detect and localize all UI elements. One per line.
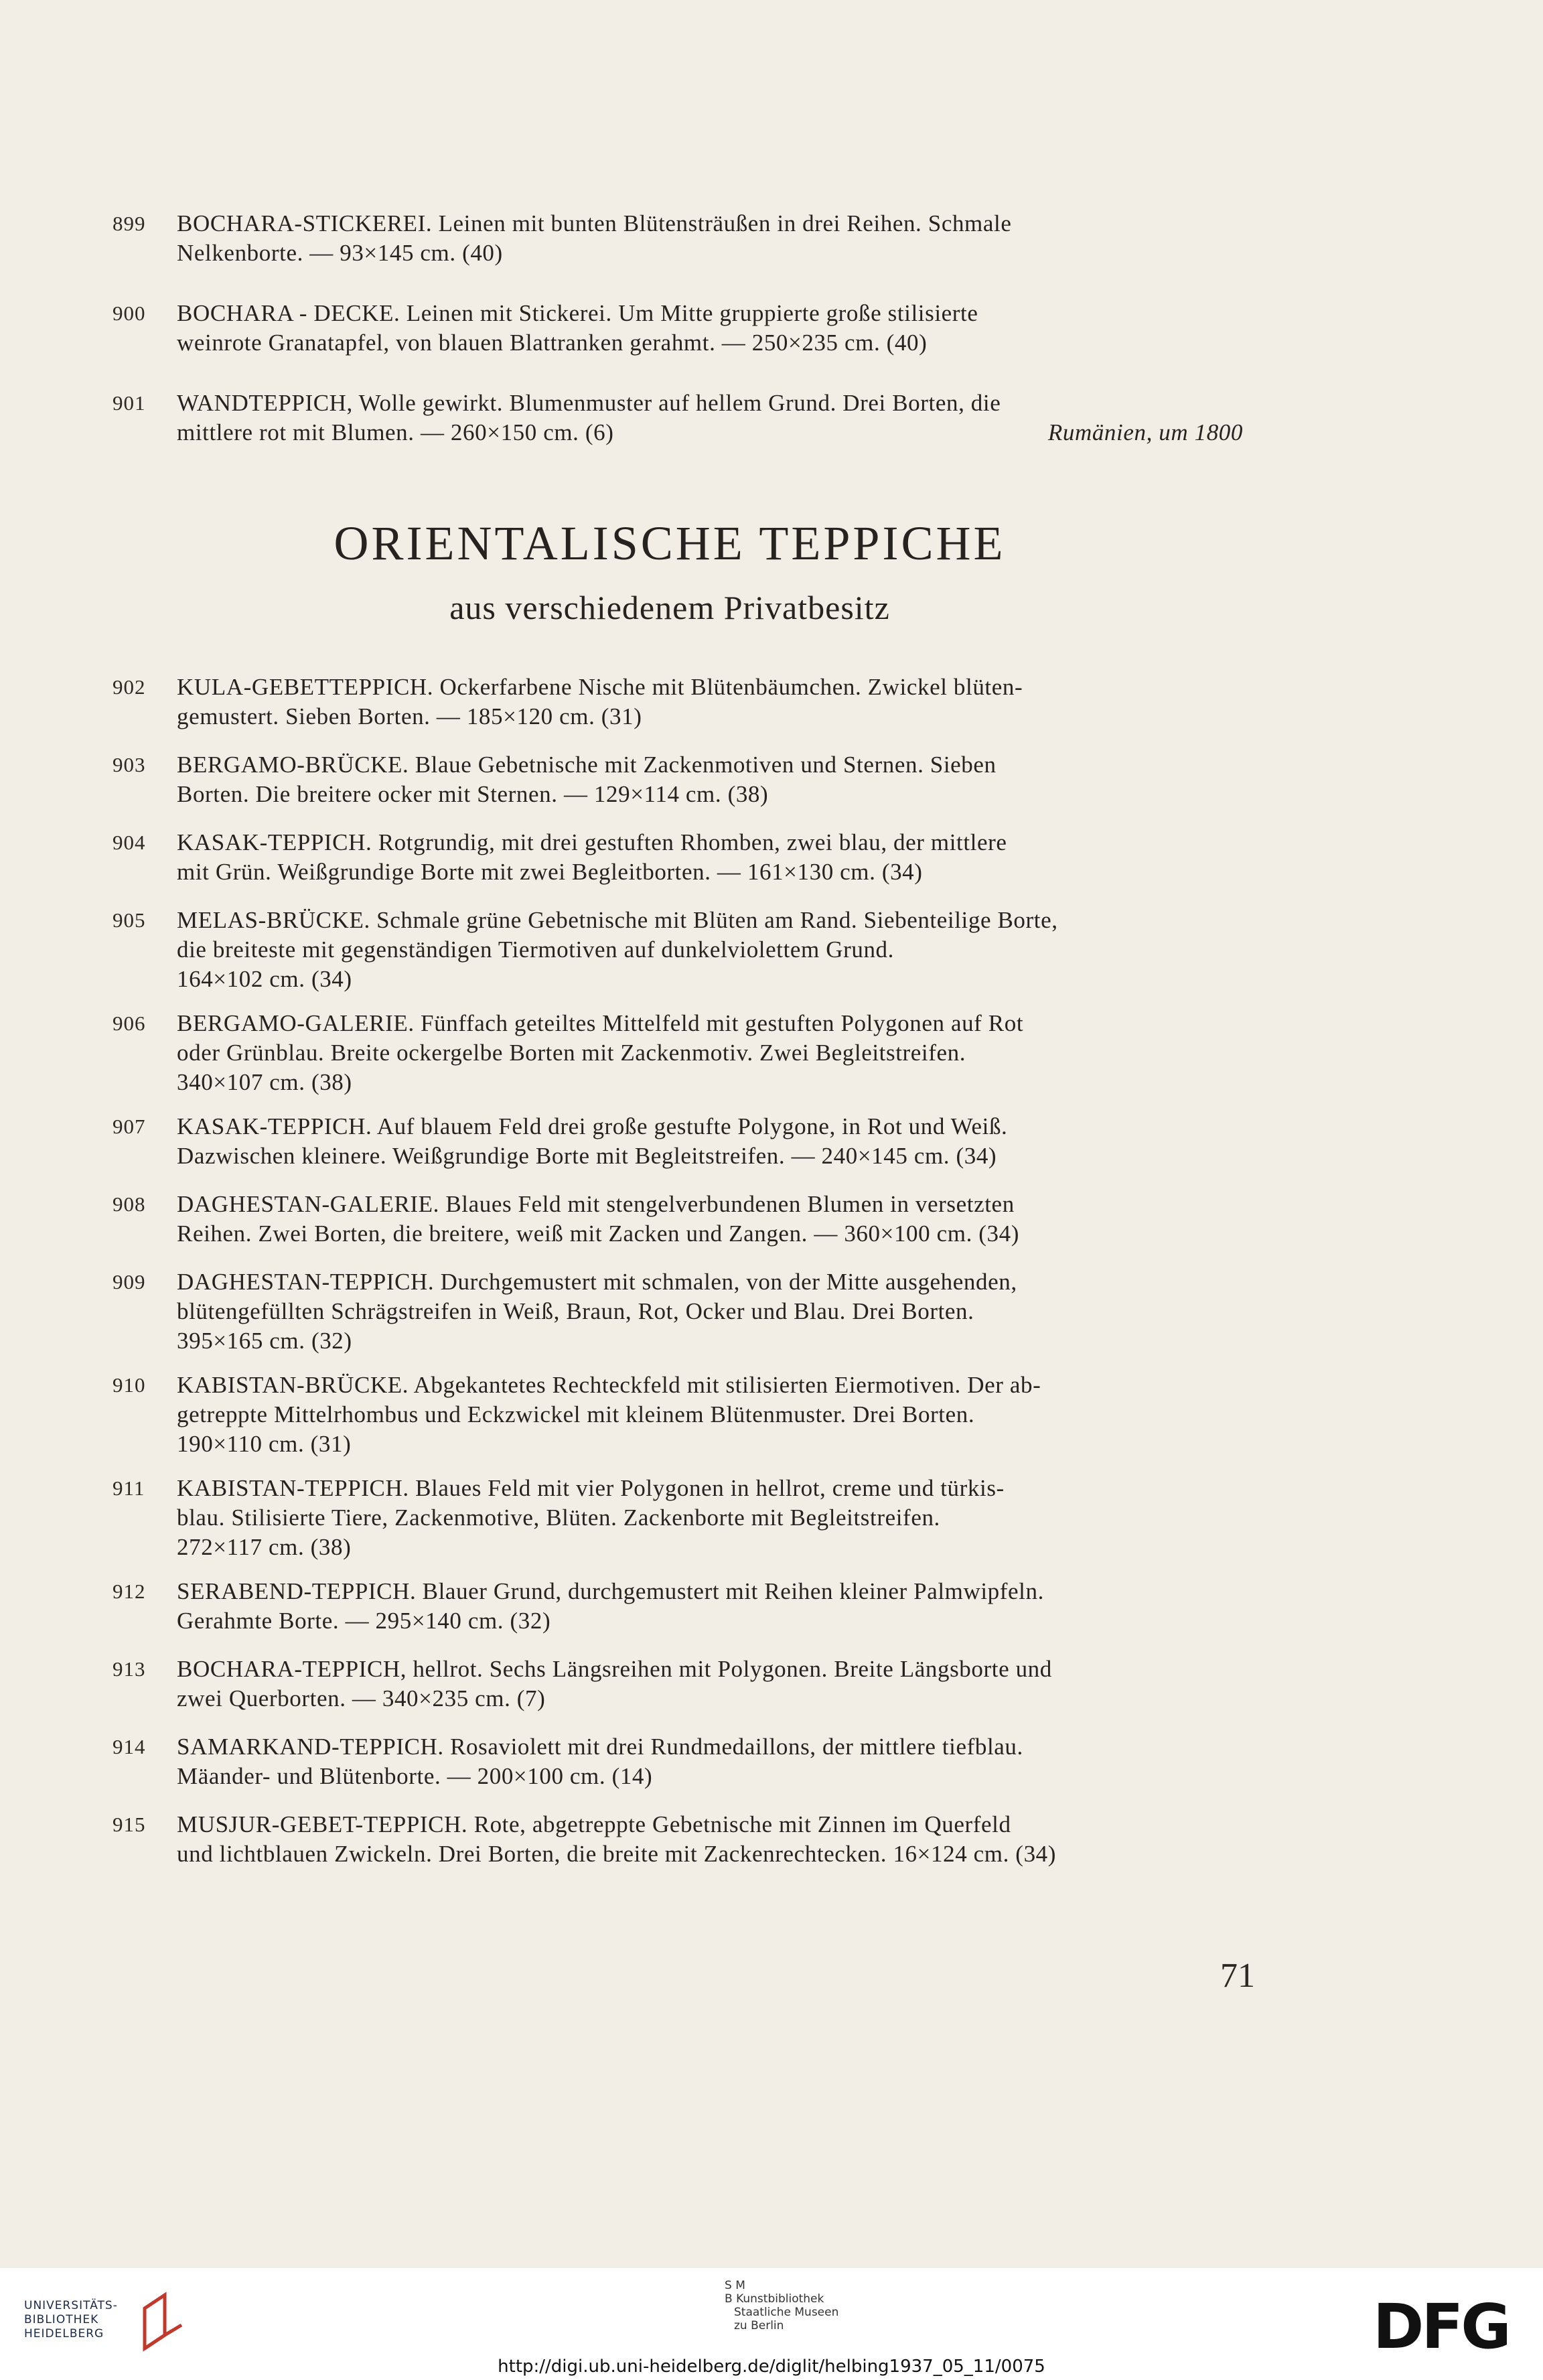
entry-line: Mäander- und Blütenborte. — 200×100 cm. (14) bbox=[177, 1763, 653, 1789]
entry-line: Nelkenborte. — 93×145 cm. (40) bbox=[177, 240, 503, 266]
entry-line: DAGHESTAN-TEPPICH. Durchgemustert mit schmalen, von der Mitte ausgehenden, bbox=[177, 1269, 1017, 1295]
entry-number: 911 bbox=[113, 1476, 145, 1500]
dfg-logo[interactable]: DFG bbox=[1373, 2291, 1509, 2363]
entry-line: BOCHARA - DECKE. Leinen mit Stickerei. Um Mitte gruppierte große stilisierte bbox=[177, 300, 978, 326]
library-line: BIBLIOTHEK bbox=[24, 2313, 99, 2326]
entry-line: BERGAMO-BRÜCKE. Blaue Gebetnische mit Zackenmotiven und Sternen. Sieben bbox=[177, 752, 997, 778]
entry-line: mit Grün. Weißgrundige Borte mit zwei Begleitborten. — 161×130 cm. (34) bbox=[177, 859, 923, 885]
entry-line: KASAK-TEPPICH. Auf blauem Feld drei große gestufte Polygone, in Rot und Weiß. bbox=[177, 1113, 1008, 1139]
stamp-line: Staatliche Museen bbox=[734, 2306, 839, 2319]
entry-number: 909 bbox=[113, 1270, 146, 1293]
entry-number: 908 bbox=[113, 1192, 146, 1216]
entry-line: blütengefüllten Schrägstreifen in Weiß, Braun, Rot, Ocker und Blau. Drei Borten. bbox=[177, 1298, 974, 1324]
source-url-link[interactable]: http://digi.ub.uni-heidelberg.de/diglit/helbing1937_05_11/0075 bbox=[498, 2357, 1045, 2377]
section-title: ORIENTALISCHE TEPPICHE bbox=[334, 516, 1006, 570]
entry-line: BOCHARA-STICKEREI. Leinen mit bunten Blütensträußen in drei Reihen. Schmale bbox=[177, 210, 1012, 236]
museum-stamp bbox=[725, 2279, 838, 2332]
entry-line: Gerahmte Borte. — 295×140 cm. (32) bbox=[177, 1608, 551, 1634]
entry-line: KABISTAN-TEPPICH. Blaues Feld mit vier Polygonen in hellrot, creme und türkis- bbox=[177, 1475, 1005, 1501]
entry-line: SERABEND-TEPPICH. Blauer Grund, durchgemustert mit Reihen kleiner Palmwipfeln. bbox=[177, 1578, 1044, 1604]
library-line: HEIDELBERG bbox=[24, 2327, 104, 2340]
entry-line: Dazwischen kleinere. Weißgrundige Borte mit Begleitstreifen. — 240×145 cm. (34) bbox=[177, 1143, 997, 1169]
entry-line: MELAS-BRÜCKE. Schmale grüne Gebetnische mit Blüten am Rand. Siebenteilige Borte, bbox=[177, 907, 1058, 933]
entry-line: zwei Querborten. — 340×235 cm. (7) bbox=[177, 1685, 546, 1711]
entry-line: Borten. Die breitere ocker mit Sternen. — 129×114 cm. (38) bbox=[177, 781, 769, 807]
entry-line: mittlere rot mit Blumen. — 260×150 cm. (6) bbox=[177, 419, 614, 445]
entry-number: 907 bbox=[113, 1115, 146, 1138]
entry-line: WANDTEPPICH, Wolle gewirkt. Blumenmuster auf hellem Grund. Drei Borten, die bbox=[177, 390, 1001, 416]
entry-number: 910 bbox=[113, 1373, 146, 1397]
entry-number: 901 bbox=[113, 391, 146, 415]
entry-line: weinrote Granatapfel, von blauen Blattranken gerahmt. — 250×235 cm. (40) bbox=[177, 330, 928, 356]
section-subtitle: aus verschiedenem Privatbesitz bbox=[449, 589, 890, 626]
page-number: 71 bbox=[1220, 1957, 1255, 1995]
entry-origin: Rumänien, um 1800 bbox=[1047, 419, 1243, 445]
library-logo-icon bbox=[138, 2288, 185, 2355]
entry-number: 900 bbox=[113, 301, 146, 325]
entry-line: getreppte Mittelrhombus und Eckzwickel mit kleinem Blütenmuster. Drei Borten. bbox=[177, 1401, 975, 1427]
entry-line: DAGHESTAN-GALERIE. Blaues Feld mit stengelverbundenen Blumen in versetzten bbox=[177, 1191, 1015, 1217]
entry-number: 905 bbox=[113, 908, 146, 932]
entry-line: BERGAMO-GALERIE. Fünffach geteiltes Mittelfeld mit gestuften Polygonen auf Rot bbox=[177, 1010, 1024, 1036]
entry-line: BOCHARA-TEPPICH, hellrot. Sechs Längsreihen mit Polygonen. Breite Längsborte und bbox=[177, 1656, 1052, 1682]
library-line: UNIVERSITÄTS- bbox=[24, 2299, 118, 2312]
entry-line: blau. Stilisierte Tiere, Zackenmotive, Blüten. Zackenborte mit Begleitstreifen. bbox=[177, 1504, 940, 1531]
entry-line: 164×102 cm. (34) bbox=[177, 966, 352, 992]
entry-line: 395×165 cm. (32) bbox=[177, 1328, 352, 1354]
entry-line: KASAK-TEPPICH. Rotgrundig, mit drei gestuften Rhomben, zwei blau, der mittlere bbox=[177, 829, 1007, 855]
library-logo-text[interactable] bbox=[24, 2299, 118, 2341]
entry-line: KABISTAN-BRÜCKE. Abgekantetes Rechteckfeld mit stilisierten Eiermotiven. Der ab- bbox=[177, 1372, 1041, 1398]
entry-number: 904 bbox=[113, 831, 146, 854]
entry-line: SAMARKAND-TEPPICH. Rosaviolett mit drei Rundmedaillons, der mittlere tiefblau. bbox=[177, 1734, 1023, 1760]
entry-number: 906 bbox=[113, 1011, 146, 1035]
stamp-line: B Kunstbibliothek bbox=[725, 2292, 824, 2306]
entry-line: MUSJUR-GEBET-TEPPICH. Rote, abgetreppte Gebetnische mit Zinnen im Querfeld bbox=[177, 1811, 1011, 1837]
entry-line: 272×117 cm. (38) bbox=[177, 1534, 352, 1560]
entry-number: 903 bbox=[113, 753, 146, 776]
stamp-line: S M bbox=[725, 2279, 745, 2292]
stamp-line: zu Berlin bbox=[734, 2319, 784, 2332]
entry-line: 190×110 cm. (31) bbox=[177, 1431, 352, 1457]
entry-number: 914 bbox=[113, 1735, 146, 1758]
entry-number: 899 bbox=[113, 212, 146, 235]
entry-line: Reihen. Zwei Borten, die breitere, weiß mit Zacken und Zangen. — 360×100 cm. (34) bbox=[177, 1220, 1019, 1247]
entry-line: die breiteste mit gegenständigen Tiermotiven auf dunkelviolettem Grund. bbox=[177, 936, 894, 963]
entry-line: 340×107 cm. (38) bbox=[177, 1069, 352, 1095]
entry-line: und lichtblauen Zwickeln. Drei Borten, die breite mit Zackenrechtecken. 16×124 cm. (34) bbox=[177, 1841, 1057, 1867]
entry-number: 912 bbox=[113, 1580, 146, 1603]
entry-number: 915 bbox=[113, 1813, 146, 1836]
entry-line: KULA-GEBETTEPPICH. Ockerfarbene Nische mit Blütenbäumchen. Zwickel blüten- bbox=[177, 674, 1023, 700]
entry-number: 913 bbox=[113, 1657, 146, 1681]
entry-line: gemustert. Sieben Borten. — 185×120 cm. (31) bbox=[177, 703, 642, 729]
entry-number: 902 bbox=[113, 675, 146, 699]
entry-line: oder Grünblau. Breite ockergelbe Borten mit Zackenmotiv. Zwei Begleitstreifen. bbox=[177, 1040, 966, 1066]
